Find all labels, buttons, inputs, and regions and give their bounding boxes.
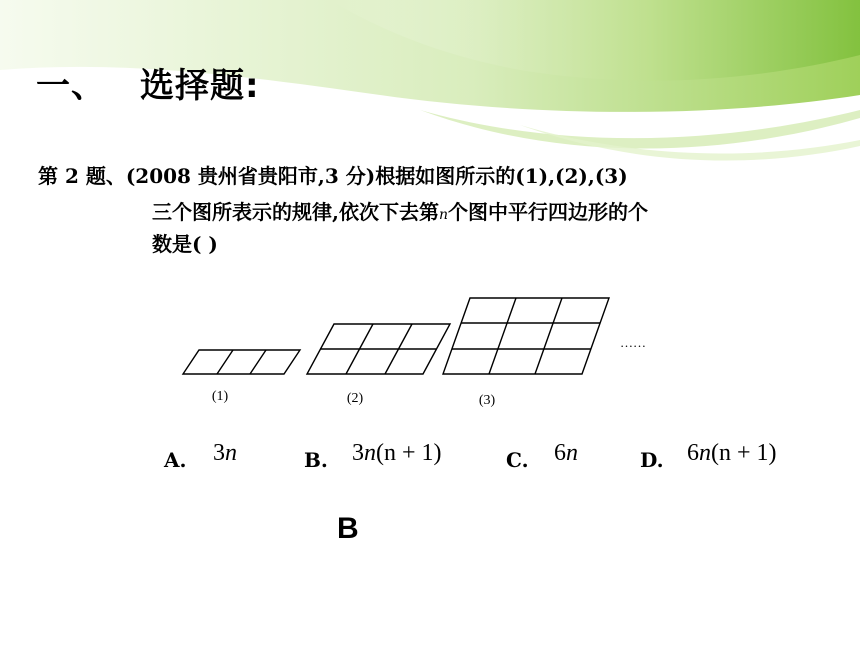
option-d-expression	[687, 440, 777, 467]
figure-caption-2: (2)	[346, 391, 364, 406]
question-line-2	[152, 197, 648, 230]
option-b-var: n	[364, 440, 376, 466]
parallelogram-figures	[170, 290, 690, 415]
heading-number: 一、	[36, 66, 106, 106]
figure-ellipsis: ……	[620, 335, 646, 350]
question-line-3: 数是( )	[152, 232, 218, 256]
question-line-2-after: 个图中平行四边形的个	[448, 200, 648, 224]
option-c-expression	[554, 440, 578, 467]
option-d-coef: 6	[687, 440, 699, 466]
answer-text: B	[337, 512, 359, 545]
option-a-coef: 3	[213, 440, 225, 466]
question-line-1: 第 2 题、(2008 贵州省贵阳市,3 分)根据如图所示的(1),(2),(3)	[38, 164, 628, 188]
figure-2	[307, 324, 450, 374]
heading-text: 选择题:	[140, 66, 260, 106]
figure-caption-1: (1)	[211, 389, 229, 404]
option-a-expression	[213, 440, 237, 467]
option-b-coef: 3	[352, 440, 364, 466]
option-a-letter: A.	[164, 448, 187, 472]
section-heading	[36, 58, 260, 107]
option-b-letter: B.	[304, 448, 328, 472]
option-b-rest: (n + 1)	[376, 440, 442, 466]
option-d-rest: (n + 1)	[711, 440, 777, 466]
option-c-letter: C.	[506, 448, 529, 472]
figure-3	[443, 298, 609, 374]
option-d-letter: D.	[640, 448, 664, 472]
option-d-var: n	[699, 440, 711, 466]
option-c-coef: 6	[554, 440, 566, 466]
figure-1	[183, 350, 300, 374]
figure-caption-3: (3)	[478, 393, 496, 408]
question-variable: n	[438, 207, 448, 223]
question-line-2-before: 三个图所表示的规律,依次下去第	[152, 200, 439, 224]
option-b-expression	[352, 440, 442, 467]
option-c-var: n	[566, 440, 578, 466]
option-a-var: n	[225, 440, 237, 466]
